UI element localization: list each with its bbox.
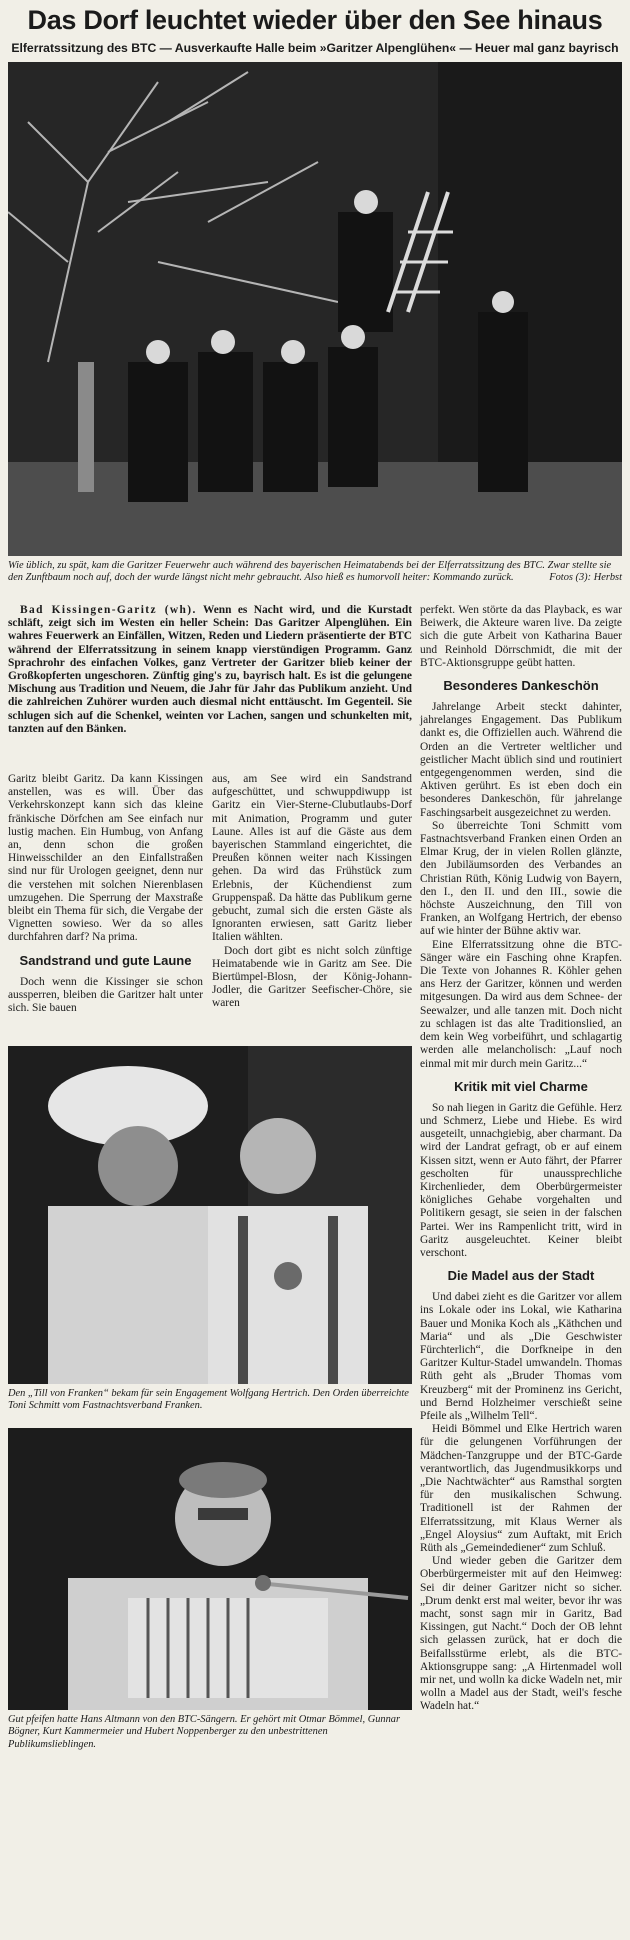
- section-heading-madel: Die Madel aus der Stadt: [447, 1268, 595, 1284]
- column-3: perfekt. Wen störte da das Playback, es war Beiwerk, die Akteure waren live. Da zeigte sich die gute Arbeit von Katharina Bauer und Reinhold Dörrschmidt, die mit der BTC-Aktionsgruppe geübt hatten. Besonderes Dankeschön Jahrelange Arbeit steckt dahinter, jahrelanges Engagement. Das Publikum dankt es, die Offiziellen auch. Während die Orden an die Vertreter weltlicher und geistlicher Macht üblich sind und routiniert entgegengenommen werden, sind die Aktiven gerührt. Es ist eben doch ein besonderes Dankeschön, für jahrelange Faschingsarbeit ausgezeichnet zu werden. So überreichte Toni Schmitt vom Fastnachtsverband Franken einen Orden an Elmar Krug, der in vielen Rollen glänzte, den Jubiläumsorden des Verbandes an Christian Rüth, König Ludwig von Bayern, den I., den II. und den III., sowie die höchste Auszeichnung, den Till von Franken, an Wolfgang Hertrich, der ebenso auf wie hinter der Bühne aktiv war. Eine Elferratssitzung ohne die BTC-Sänger wäre ein Fasching ohne Krapfen. Die Texte von Johannes R. Köhler gehen ans Herz der Garitzer, können und werden mitgesungen. Da wird aus dem Schnee- der Seewalzer, und alle tanzen mit. Doch nicht zu schlagen ist das alte Traditionslied, an dem kein Weg vorbeiführt, und schlagartig werden alle melancholisch: „Lauf noch einmal mit mir durch mein Garitz...“ Kritik mit viel Charme So nah liegen in Garitz die Gefühle. Herz und Schmerz, Liebe und Hiebe. Es wird ausgeteilt, unnachgiebig, aber charmant. Da wird der Landrat gefragt, ob er auf einem Kissen sitzt, wenn er Auto fährt, der Pfarrer gescholten für unaussprechliche Kirchenlieder, dem Oberbürgermeister königliches Gehabe vorgehalten und Politikern gesagt, sie seien in der falschen Partei. Wer ins Rampenlicht tritt, wird in Garitz ausgeleuchtet. Keiner bleibt verschont. Die Madel aus der Stadt Und dabei zieht es die Garitzer vor allem ins Lokale oder ins Lokal, wie Katharina Bauer und Monika Koch als „Käthchen und Maria“ und als „Die Geschwister Fürchterlich“, die Dorfkneipe in den Garitzer Kultur-Stadel umwandeln. Thomas Rüth geht als „Bruder Thomas vom Kreuzberg“ mit der Prominenz ins Gericht, und Bernd Holzheimer verschießt seine Pfeile als „Wilhelm Tell“. Heidi Bömmel und Elke Hertrich waren für die gelungenen Vorführungen der Mädchen-Tanzgruppe und der BTC-Garde verantwortlich, das Jugendmusikkorps und „Die Nachtwächter“ aus Ramsthal sorgten für den musikalischen Schwung. Traditionell ist der Rahmen der Elferratssitzung, mit Klaus Werner als „Engel Aloysius“ zum Auftakt, mit Erich Rüth als „Gemeindediener“ zum Schluß. Und wieder geben die Garitzer dem Oberbürgermeister mit auf den Heimweg: Sei dir deiner Garitzer nicht so sicher. „Drum denkt erst mal weiter, bevor ihr was macht, sonst sagn mir in Garitz, Bad Kissingen, gut Nacht.“ Doch der OB lehnt sich gelassen zurück, hat er doch die Beifallsstürme erlebt, als die BTC-Aktionsgruppe sang: „A Hirtenmadel woll mir net, und wolln ka dicke Wadeln net, mir wolln a Madel aus der Stadt, weil's fesche Wadeln hat.“: [420, 604, 622, 1713]
- lead-paragraph: Bad Kissingen-Garitz (wh). Wenn es Nacht wird, und die Kurstadt schläft, zeigt sich im Westen ein heller Schein: Das Garitzer Alpenglühen. Ein wahres Feuerwerk an Einfällen, Witzen, Reden und Liedern präsentierte der BTC während der Elferratssitzung in seinem knapp vierstündigen Programm. Ganz Sprachrohr des einfachen Volkes, ganz Vertreter der Garitzer blieb keiner der Großkopferten ungeschoren. Zünftig ging's zu, bayrisch halt. Es ist die gelungene Mischung aus Tradition und Neuem, die Jahr für Jahr das Publikum anzieht. Und die zahlreichen Zuhörer wurden auch diesmal nicht enttäuscht. Im Gegenteil. Sie schlugen sich auf die Schenkel, weinten vor Lachen, sangen und schunkelten mit, tanzten auf den Bänken.: [8, 604, 412, 735]
- column-1: Garitz bleibt Garitz. Da kann Kissingen anstellen, was es will. Über das Verkehrskonzept kann sich das kleine fränkische Dörfchen am See einfach nur lustig machen. Ein Humbug, von Anfang an, denn schon die großen Hinweisschilder an den Einfallstraßen sind nur für Urologen geeignet, denn nur die verstehen mit solchen Nierenblasen umzugehen. Die Sperrung der Maxstraße bleibt ein Thema für sich, die Vergabe der Vignetten sowieso. Wer da so alles durchfahren darf? Na prima. Sandstrand und gute Laune Doch wenn die Kissinger sie schon aussperren, bleiben die Garitzer halt unter sich. Sie bauen: [8, 773, 203, 1015]
- headline: Das Dorf leuchtet wieder über den See hinaus: [27, 5, 603, 35]
- order-photo-caption: Den „Till von Franken“ bekam für sein Engagement Wolfgang Hertrich. Den Orden überreichte Toni Schmitt vom Fastnachtsverband Franken.: [8, 1388, 409, 1412]
- dateline: Bad Kissingen-Garitz (wh).: [20, 604, 197, 616]
- accordion-photo: [8, 1428, 412, 1710]
- subheadline: Elferratssitzung des BTC — Ausverkaufte Halle beim »Garitzer Alpenglühen« — Heuer mal ganz bayrisch: [11, 41, 619, 55]
- section-heading-dankeschoen: Besonderes Dankeschön: [443, 678, 599, 694]
- fire-brigade-photo: [8, 62, 622, 556]
- accordion-player-photo: [8, 1428, 412, 1710]
- column-2: aus, am See wird ein Sandstrand aufgeschüttet, und schwuppdiwupp ist Garitz ein Vier-Sterne-Clubutlaubs-Dorf mit Animation, Programm und guter Laune. Alles ist auf die Gäste aus dem bayerischen Stammland eingerichtet, die Preußen können weiter nach Kissingen gehen. Da wird das Frühstück zum Erlebnis, der Küchendienst zum Gruppenspaß. Da hätte das Publikum gerne gebucht, zumal sich die ersten Gäste als Ignoranten erwiesen, satt Garitz lieber Italien wählten. Doch dort gibt es nicht solch zünftige Heimatabende wie in Garitz am See. Die Biertümpel-Blosn, der König-Johann-Jodler, die Garitzer Seefischer-Chöre, sie waren: [212, 773, 412, 1010]
- order-ceremony-photo: [8, 1046, 412, 1384]
- section-heading-sandstrand: Sandstrand und gute Laune: [19, 952, 192, 968]
- order-photo: [8, 1046, 412, 1384]
- main-photo-caption: Wie üblich, zu spät, kam die Garitzer Feuerwehr auch während des bayerischen Heimatabends bei der Elferratssitzung des BTC. Zwar stellte sie den Zunftbaum noch auf, doch der wurde längst nicht mehr gebraucht. Also hieß es humorvoll heiter: Kommando zurück. Fotos (3): Herbst: [8, 560, 622, 584]
- main-photo: [8, 62, 622, 556]
- photo-credit: Fotos (3): Herbst: [549, 572, 622, 584]
- section-heading-kritik: Kritik mit viel Charme: [454, 1078, 588, 1094]
- accordion-photo-caption: Gut pfeifen hatte Hans Altmann von den BTC-Sängern. Er gehört mit Otmar Bömmel, Gunnar Bögner, Kurt Kammermeier und Hubert Noppenberger zu den unbestrittenen Publikumslieblingen.: [8, 1714, 401, 1750]
